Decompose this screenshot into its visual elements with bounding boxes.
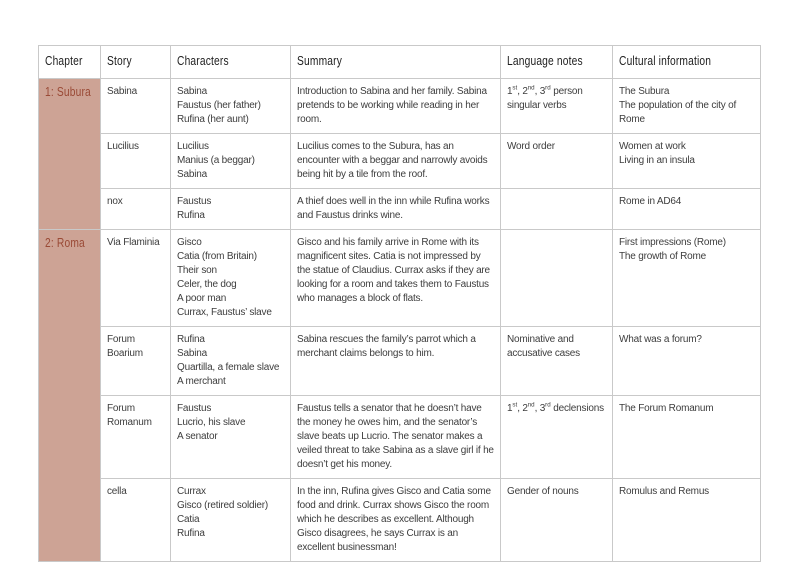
- chapter-cell: [39, 79, 101, 230]
- cell-summary: Introduction to Sabina and her family. Sabina pretends to be working while reading in her room.: [291, 79, 501, 134]
- table-row: [39, 396, 761, 479]
- cell-story: Via Flaminia: [101, 230, 171, 327]
- cell-cultural-information: Women at work Living in an insula: [613, 134, 761, 189]
- cell-language-notes: 1st, 2nd, 3rd declensions: [501, 396, 613, 479]
- cell-story: Lucilius: [101, 134, 171, 189]
- table-row: [39, 327, 761, 396]
- cell-story: Sabina: [101, 79, 171, 134]
- cell-cultural-information: Romulus and Remus: [613, 479, 761, 562]
- column-header-characters: [171, 46, 291, 79]
- column-header-label: Cultural information: [619, 54, 712, 68]
- cell-language-notes: Word order: [501, 134, 613, 189]
- cell-characters: Faustus Rufina: [171, 189, 291, 230]
- cell-cultural-information: The Forum Romanum: [613, 396, 761, 479]
- cell-story: Forum Romanum: [101, 396, 171, 479]
- column-header-story: [101, 46, 171, 79]
- cell-story: cella: [101, 479, 171, 562]
- cell-language-notes: Nominative and accusative cases: [501, 327, 613, 396]
- chapter-cell: [39, 230, 101, 562]
- cell-language-notes: 1st, 2nd, 3rd person singular verbs: [501, 79, 613, 134]
- cell-story: nox: [101, 189, 171, 230]
- cell-summary: A thief does well in the inn while Rufina works and Faustus drinks wine.: [291, 189, 501, 230]
- cell-summary: In the inn, Rufina gives Gisco and Catia some food and drink. Currax shows Gisco the room which he describes as excellent. Although Gisco disagrees, he says Currax is an excellent businessman!: [291, 479, 501, 562]
- cell-summary: Faustus tells a senator that he doesn’t have the money he owes him, and the senator’s slave beats up Lucrio. The senator makes a veiled threat to take Sabina as a slave girl if he doesn’t get his money.: [291, 396, 501, 479]
- cell-characters: Gisco Catia (from Britain) Their son Celer, the dog A poor man Currax, Faustus’ slave: [171, 230, 291, 327]
- column-header-label: Chapter: [45, 54, 83, 68]
- table-row: [39, 479, 761, 562]
- column-header-summary: [291, 46, 501, 79]
- column-header-chapter: [39, 46, 101, 79]
- cell-characters: Lucilius Manius (a beggar) Sabina: [171, 134, 291, 189]
- chapter-label: 1: Subura: [45, 85, 91, 99]
- cell-characters: Currax Gisco (retired soldier) Catia Rufina: [171, 479, 291, 562]
- table-row: [39, 230, 761, 327]
- column-header-cultural-information: [613, 46, 761, 79]
- cell-cultural-information: First impressions (Rome) The growth of Rome: [613, 230, 761, 327]
- table-row: [39, 189, 761, 230]
- table-row: [39, 134, 761, 189]
- column-header-language-notes: [501, 46, 613, 79]
- column-header-label: Story: [107, 54, 132, 68]
- cell-language-notes: [501, 230, 613, 327]
- cell-characters: Faustus Lucrio, his slave A senator: [171, 396, 291, 479]
- cell-cultural-information: The Subura The population of the city of Rome: [613, 79, 761, 134]
- chapter-label: 2: Roma: [45, 236, 85, 250]
- column-header-label: Characters: [177, 54, 229, 68]
- cell-cultural-information: Rome in AD64: [613, 189, 761, 230]
- column-header-label: Summary: [297, 54, 343, 68]
- cell-summary: Lucilius comes to the Subura, has an encounter with a beggar and narrowly avoids being hit by a tile from the roof.: [291, 134, 501, 189]
- cell-characters: Rufina Sabina Quartilla, a female slave A merchant: [171, 327, 291, 396]
- header-row: [39, 46, 761, 79]
- chapter-overview-table: [38, 45, 761, 562]
- cell-story: Forum Boarium: [101, 327, 171, 396]
- cell-summary: Sabina rescues the family’s parrot which a merchant claims belongs to him.: [291, 327, 501, 396]
- cell-cultural-information: What was a forum?: [613, 327, 761, 396]
- cell-characters: Sabina Faustus (her father) Rufina (her aunt): [171, 79, 291, 134]
- cell-language-notes: Gender of nouns: [501, 479, 613, 562]
- cell-language-notes: [501, 189, 613, 230]
- table-row: [39, 79, 761, 134]
- column-header-label: Language notes: [507, 54, 583, 68]
- cell-summary: Gisco and his family arrive in Rome with its magnificent sites. Catia is not impressed by the statue of Claudius. Currax asks if they are looking for a room and takes them to Faustus who manages a block of flats.: [291, 230, 501, 327]
- table-body: [39, 79, 761, 562]
